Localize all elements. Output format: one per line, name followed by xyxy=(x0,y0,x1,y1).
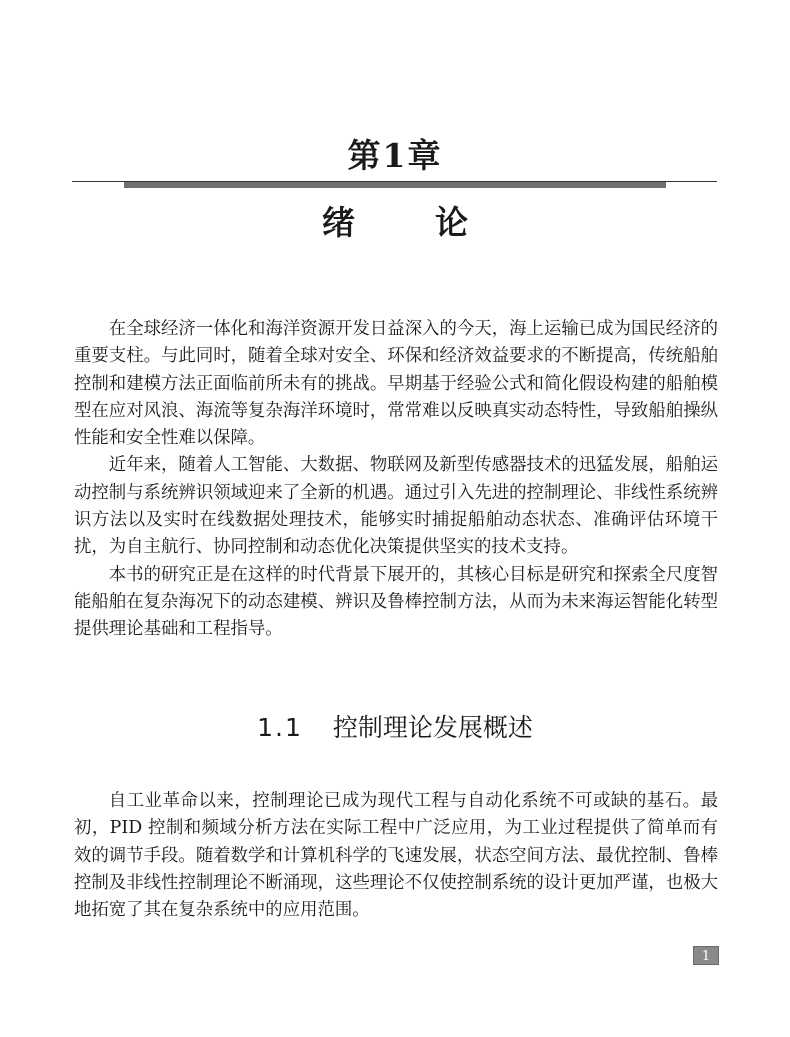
intro-text xyxy=(74,316,718,644)
intro-paragraph: 本书的研究正是在这样的时代背景下展开的，其核心目标是研究和探索全尺度智能船舶在复杂海况下的动态建模、辨识及鲁棒控制方法，从而为未来海运智能化转型提供理论基础和工程指导。 xyxy=(74,564,718,640)
section-text xyxy=(74,788,718,924)
section-paragraph: 自工业革命以来，控制理论已成为现代工程与自动化系统不可或缺的基石。最初，PID 控制和频域分析方法在实际工程中广泛应用，为工业过程提供了简单而有效的调节手段。随着数学和计算机科学的飞速发展，状态空间方法、最优控制、鲁棒控制及非线性控制理论不断涌现，这些理论不仅使控制系统的设计更加严谨，也极大地拓宽了其在复杂系统中的应用范围。 xyxy=(74,791,718,921)
chapter-number: 第1章 xyxy=(347,136,443,175)
chapter-title xyxy=(0,197,790,244)
section-number: 1.1 xyxy=(257,713,303,742)
page-number-badge: 1 xyxy=(693,946,719,965)
section-heading xyxy=(0,708,790,744)
chapter-title-char-1: 绪 xyxy=(322,203,355,242)
chapter-rule-thick xyxy=(124,182,666,188)
section-title: 控制理论发展概述 xyxy=(332,713,533,742)
intro-paragraph: 在全球经济一体化和海洋资源开发日益深入的今天，海上运输已成为国民经济的重要支柱。与此同时，随着全球对安全、环保和经济效益要求的不断提高，传统船舶控制和建模方法正面临前所未有的挑战。早期基于经验公式和简化假设构建的船舶模型在应对风浪、海流等复杂海洋环境时，常常难以反映真实动态特性，导致船舶操纵性能和安全性难以保障。 xyxy=(74,319,718,449)
chapter-title-char-2: 论 xyxy=(435,203,468,242)
intro-paragraph: 近年来，随着人工智能、大数据、物联网及新型传感器技术的迅猛发展，船舶运动控制与系统辨识领域迎来了全新的机遇。通过引入先进的控制理论、非线性系统辨识方法以及实时在线数据处理技术，能够实时捕捉船舶动态状态、准确评估环境干扰，为自主航行、协同控制和动态优化决策提供坚实的技术支持。 xyxy=(74,455,718,558)
